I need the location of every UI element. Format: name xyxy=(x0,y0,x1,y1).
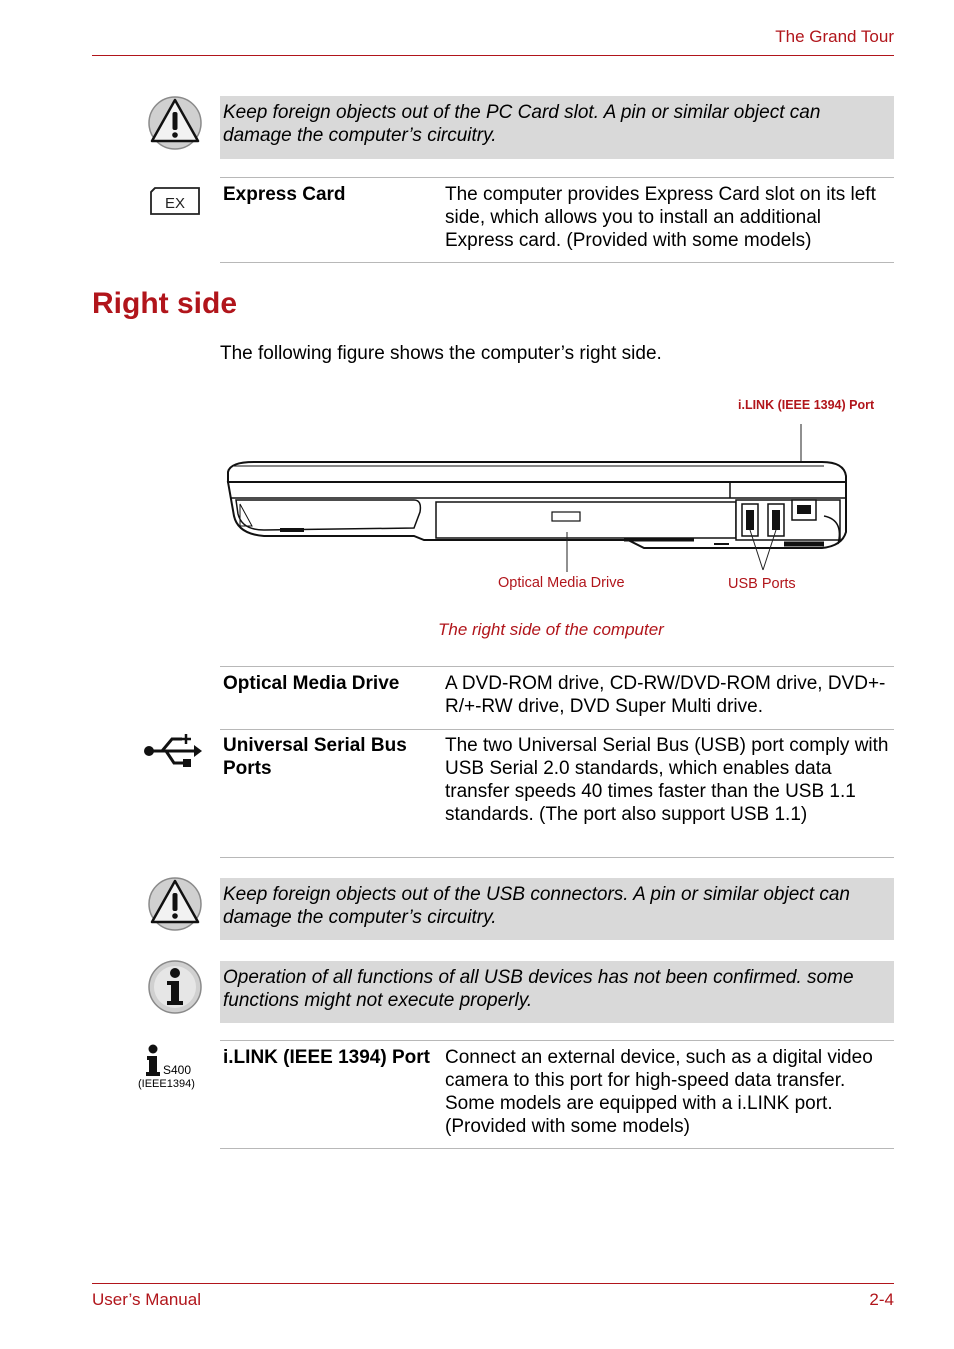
ilink-icon-standard: (IEEE1394) xyxy=(138,1078,195,1090)
usb-ports-callout: USB Ports xyxy=(728,576,796,592)
optical-drive-row xyxy=(220,666,894,730)
express-card-term: Express Card xyxy=(223,184,346,205)
ilink-row xyxy=(220,1040,894,1149)
laptop-right-side-figure xyxy=(224,420,854,625)
header-rule xyxy=(92,55,894,56)
optical-drive-callout: Optical Media Drive xyxy=(498,575,625,591)
ilink-icon xyxy=(138,1044,212,1096)
usb-caution-icon xyxy=(146,877,204,938)
express-card-icon xyxy=(147,180,203,225)
usb-icon xyxy=(142,731,204,776)
ilink-description: Connect an external device, such as a digital video camera to this port for high-speed data transfer. Some models are equipped with a i.LINK port. (Provided with some models) xyxy=(445,1047,873,1137)
pc-card-caution-note: Keep foreign objects out of the PC Card slot. A pin or similar object can damage the computer’s circuitry. xyxy=(220,96,894,159)
footer-page-number: 2-4 xyxy=(869,1290,894,1309)
usb-description: The two Universal Serial Bus (USB) port comply with USB Serial 2.0 standards, which enables data transfer speeds 40 times faster than the USB 1.1 standards. (The port also support USB 1.1) xyxy=(445,735,889,825)
ilink-term: i.LINK (IEEE 1394) Port xyxy=(223,1047,430,1068)
usb-term: Universal Serial Bus Ports xyxy=(223,735,407,779)
express-card-description: The computer provides Express Card slot on its left side, which allows you to install an additional Express card. (Provided with some models) xyxy=(445,184,876,251)
running-header: The Grand Tour xyxy=(775,27,894,46)
footer-manual-title: User’s Manual xyxy=(92,1290,201,1309)
ilink-callout: i.LINK (IEEE 1394) Port xyxy=(738,398,875,412)
express-card-row xyxy=(220,177,894,263)
figure-caption: The right side of the computer xyxy=(438,620,664,639)
ilink-icon-model: S400 xyxy=(163,1063,192,1077)
usb-info-note: Operation of all functions of all USB devices has not been confirmed. some functions might not execute properly. xyxy=(220,961,894,1023)
usb-caution-note: Keep foreign objects out of the USB connectors. A pin or similar object can damage the computer’s circuitry. xyxy=(220,878,894,940)
footer-rule xyxy=(92,1283,894,1284)
optical-drive-description: A DVD-ROM drive, CD-RW/DVD-ROM drive, DVD+-R/+-RW drive, DVD Super Multi drive. xyxy=(445,673,886,717)
section-heading: Right side xyxy=(92,287,238,320)
info-icon xyxy=(148,960,204,1021)
usb-row xyxy=(220,729,894,858)
section-intro: The following figure shows the computer’s right side. xyxy=(220,343,662,364)
optical-drive-term: Optical Media Drive xyxy=(223,673,400,694)
caution-icon xyxy=(146,96,204,157)
svg-text:EX: EX xyxy=(164,195,186,212)
